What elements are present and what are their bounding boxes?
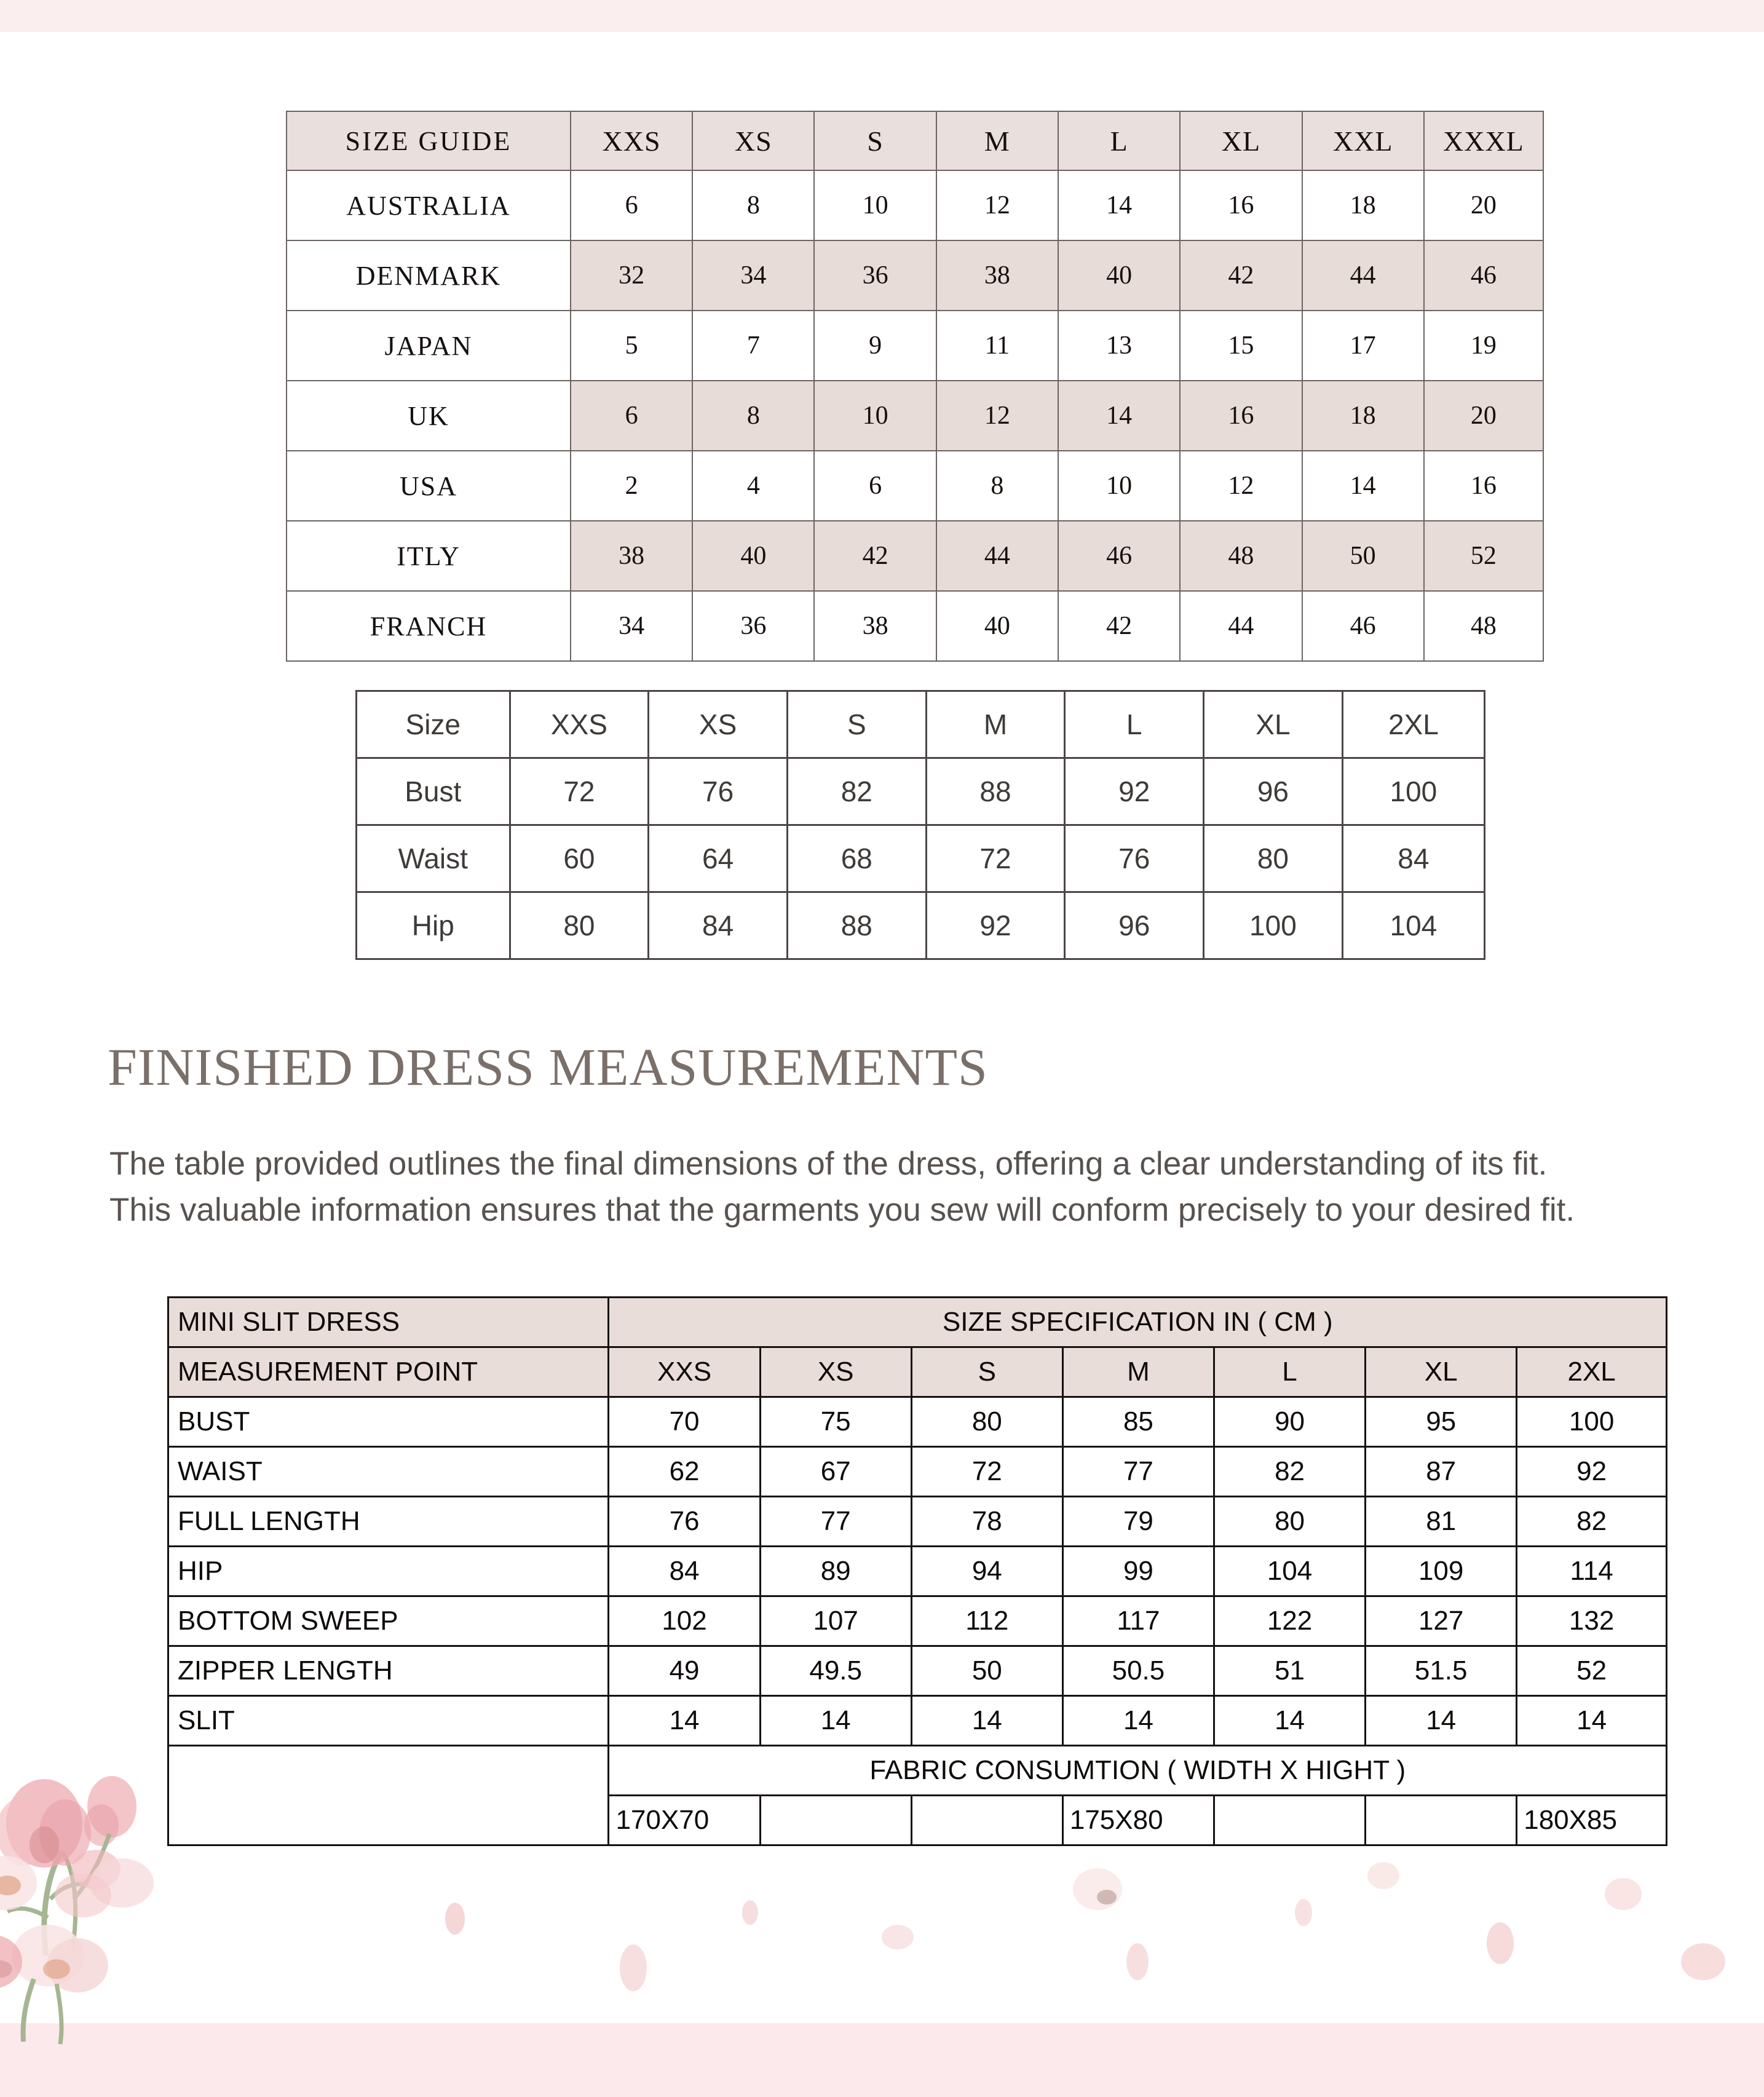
table-row bbox=[168, 1596, 1667, 1646]
table-row bbox=[287, 521, 1543, 591]
table-row bbox=[357, 892, 1485, 959]
body-measure-row-label-hip: Hip bbox=[357, 892, 510, 959]
fabric-value-2xl: 180X85 bbox=[1517, 1796, 1667, 1845]
cell: 6 bbox=[571, 170, 692, 240]
cell: 38 bbox=[571, 521, 692, 591]
cell: 20 bbox=[1424, 381, 1543, 451]
scattered-petals-decoration bbox=[344, 1839, 1758, 2042]
finished-dress-measurements-table bbox=[167, 1296, 1667, 1846]
cell: 10 bbox=[814, 381, 936, 451]
cell: 7 bbox=[692, 311, 814, 381]
cell: 49.5 bbox=[760, 1646, 911, 1696]
cell: 80 bbox=[510, 892, 649, 959]
cell: 96 bbox=[1204, 758, 1343, 825]
table-row bbox=[168, 1497, 1667, 1547]
cell: 77 bbox=[760, 1497, 911, 1547]
cell: 88 bbox=[926, 758, 1065, 825]
cell: 122 bbox=[1214, 1596, 1365, 1646]
table-row bbox=[287, 381, 1543, 451]
cell: 5 bbox=[571, 311, 692, 381]
cell: 79 bbox=[1062, 1497, 1214, 1547]
cell: 51.5 bbox=[1366, 1646, 1517, 1696]
cell: 92 bbox=[1065, 758, 1204, 825]
cell: 94 bbox=[911, 1547, 1062, 1596]
cell: 14 bbox=[1366, 1696, 1517, 1746]
size-guide-corner-label: SIZE GUIDE bbox=[287, 111, 571, 170]
size-guide-col-l: L bbox=[1058, 111, 1180, 170]
cell: 102 bbox=[609, 1596, 760, 1646]
cell: 40 bbox=[692, 521, 814, 591]
cell: 40 bbox=[1058, 240, 1180, 311]
top-pink-band bbox=[0, 0, 1764, 32]
cell: 92 bbox=[1517, 1447, 1667, 1497]
table-row bbox=[168, 1397, 1667, 1447]
cell: 50 bbox=[1302, 521, 1424, 591]
cell: 12 bbox=[936, 170, 1058, 240]
international-size-guide-table bbox=[286, 111, 1544, 662]
bottom-pink-band bbox=[0, 2023, 1764, 2097]
table-row bbox=[287, 170, 1543, 240]
cell: 81 bbox=[1366, 1497, 1517, 1547]
cell: 32 bbox=[571, 240, 692, 311]
cell: 12 bbox=[936, 381, 1058, 451]
cell: 16 bbox=[1424, 451, 1543, 521]
cell: 112 bbox=[911, 1596, 1062, 1646]
cell: 14 bbox=[1302, 451, 1424, 521]
cell: 46 bbox=[1058, 521, 1180, 591]
size-guide-col-xxs: XXS bbox=[571, 111, 692, 170]
cell: 51 bbox=[1214, 1646, 1365, 1696]
cell: 76 bbox=[649, 758, 788, 825]
cell: 13 bbox=[1058, 311, 1180, 381]
cell: 8 bbox=[692, 170, 814, 240]
finished-row-label-waist: WAIST bbox=[168, 1447, 609, 1497]
cell: 44 bbox=[1302, 240, 1424, 311]
cell: 82 bbox=[787, 758, 926, 825]
fabric-value-xs bbox=[760, 1796, 911, 1845]
size-guide-col-xxxl: XXXL bbox=[1424, 111, 1543, 170]
table-row bbox=[287, 451, 1543, 521]
body-measure-row-label-bust: Bust bbox=[357, 758, 510, 825]
cell: 90 bbox=[1214, 1397, 1365, 1447]
cell: 14 bbox=[1517, 1696, 1667, 1746]
cell: 76 bbox=[609, 1497, 760, 1547]
cell: 84 bbox=[1342, 825, 1484, 892]
cell: 42 bbox=[814, 521, 936, 591]
body-measure-col-xl: XL bbox=[1204, 691, 1343, 758]
body-measure-col-l: L bbox=[1065, 691, 1204, 758]
size-guide-col-xxl: XXL bbox=[1302, 111, 1424, 170]
cell: 48 bbox=[1424, 591, 1543, 661]
cell: 36 bbox=[814, 240, 936, 311]
cell: 44 bbox=[936, 521, 1058, 591]
finished-row-label-bust: BUST bbox=[168, 1397, 609, 1447]
table-row bbox=[287, 311, 1543, 381]
body-measure-col-s: S bbox=[787, 691, 926, 758]
cell: 104 bbox=[1342, 892, 1484, 959]
measurement-point-label: MEASUREMENT POINT bbox=[168, 1347, 609, 1397]
cell: 14 bbox=[1058, 170, 1180, 240]
table-row bbox=[287, 591, 1543, 661]
cell: 8 bbox=[692, 381, 814, 451]
size-guide-row-label-denmark: DENMARK bbox=[287, 240, 571, 311]
fabric-value-s bbox=[911, 1796, 1062, 1845]
cell: 8 bbox=[936, 451, 1058, 521]
cell: 52 bbox=[1517, 1646, 1667, 1696]
table-row bbox=[287, 240, 1543, 311]
finished-col-m: M bbox=[1062, 1347, 1214, 1397]
cell: 84 bbox=[609, 1547, 760, 1596]
body-measure-col-xxs: XXS bbox=[510, 691, 649, 758]
size-guide-row-label-japan: JAPAN bbox=[287, 311, 571, 381]
cell: 12 bbox=[1180, 451, 1302, 521]
cell: 14 bbox=[1214, 1696, 1365, 1746]
cell: 4 bbox=[692, 451, 814, 521]
cell: 46 bbox=[1424, 240, 1543, 311]
intro-paragraph bbox=[109, 1141, 1720, 1234]
cell: 42 bbox=[1180, 240, 1302, 311]
cell: 19 bbox=[1424, 311, 1543, 381]
cell: 18 bbox=[1302, 381, 1424, 451]
body-measure-col-xs: XS bbox=[649, 691, 788, 758]
cell: 38 bbox=[814, 591, 936, 661]
body-measure-corner-label: Size bbox=[357, 691, 510, 758]
finished-col-xs: XS bbox=[760, 1347, 911, 1397]
body-measure-col-2xl: 2XL bbox=[1342, 691, 1484, 758]
fabric-value-xxs: 170X70 bbox=[609, 1796, 760, 1845]
size-guide-col-m: M bbox=[936, 111, 1058, 170]
cell: 50 bbox=[911, 1646, 1062, 1696]
finished-col-2xl: 2XL bbox=[1517, 1347, 1667, 1397]
fabric-consumption-row bbox=[168, 1746, 1667, 1796]
cell: 82 bbox=[1214, 1447, 1365, 1497]
body-measure-header-row bbox=[357, 691, 1485, 758]
cell: 2 bbox=[571, 451, 692, 521]
cell: 14 bbox=[1062, 1696, 1214, 1746]
body-measure-row-label-waist: Waist bbox=[357, 825, 510, 892]
intro-paragraph-line-2: This valuable information ensures that the garments you sew will conform precisely to your desired fit. bbox=[109, 1192, 1575, 1229]
cell: 96 bbox=[1065, 892, 1204, 959]
cell: 85 bbox=[1062, 1397, 1214, 1447]
cell: 34 bbox=[571, 591, 692, 661]
cell: 80 bbox=[1204, 825, 1343, 892]
cell: 50.5 bbox=[1062, 1646, 1214, 1696]
fabric-value-xl bbox=[1366, 1796, 1517, 1845]
cell: 109 bbox=[1366, 1547, 1517, 1596]
table-row bbox=[357, 758, 1485, 825]
cell: 67 bbox=[760, 1447, 911, 1497]
cell: 89 bbox=[760, 1547, 911, 1596]
cell: 16 bbox=[1180, 381, 1302, 451]
finished-row-label-zipper-length: ZIPPER LENGTH bbox=[168, 1646, 609, 1696]
cell: 82 bbox=[1517, 1497, 1667, 1547]
finished-col-s: S bbox=[911, 1347, 1062, 1397]
size-guide-row-label-usa: USA bbox=[287, 451, 571, 521]
cell: 36 bbox=[692, 591, 814, 661]
cell: 46 bbox=[1302, 591, 1424, 661]
cell: 16 bbox=[1180, 170, 1302, 240]
cell: 88 bbox=[787, 892, 926, 959]
body-measure-col-m: M bbox=[926, 691, 1065, 758]
cell: 10 bbox=[1058, 451, 1180, 521]
fabric-consumption-title: FABRIC CONSUMTION ( WIDTH X HIGHT ) bbox=[609, 1746, 1667, 1796]
cell: 11 bbox=[936, 311, 1058, 381]
size-guide-header-row bbox=[287, 111, 1543, 170]
size-guide-row-label-australia: AUSTRALIA bbox=[287, 170, 571, 240]
cell: 84 bbox=[649, 892, 788, 959]
cell: 9 bbox=[814, 311, 936, 381]
cell: 40 bbox=[936, 591, 1058, 661]
cell: 72 bbox=[926, 825, 1065, 892]
cell: 42 bbox=[1058, 591, 1180, 661]
cell: 64 bbox=[649, 825, 788, 892]
cell: 14 bbox=[911, 1696, 1062, 1746]
finished-col-l: L bbox=[1214, 1347, 1365, 1397]
cell: 80 bbox=[911, 1397, 1062, 1447]
size-guide-row-label-uk: UK bbox=[287, 381, 571, 451]
cell: 14 bbox=[760, 1696, 911, 1746]
cell: 87 bbox=[1366, 1447, 1517, 1497]
cell: 17 bbox=[1302, 311, 1424, 381]
cell: 20 bbox=[1424, 170, 1543, 240]
table-row bbox=[357, 825, 1485, 892]
finished-row-label-slit: SLIT bbox=[168, 1696, 609, 1746]
finished-col-xl: XL bbox=[1366, 1347, 1517, 1397]
cell: 114 bbox=[1517, 1547, 1667, 1596]
fabric-value-l bbox=[1214, 1796, 1365, 1845]
cell: 100 bbox=[1204, 892, 1343, 959]
cell: 14 bbox=[1058, 381, 1180, 451]
cell: 78 bbox=[911, 1497, 1062, 1547]
cell: 70 bbox=[609, 1397, 760, 1447]
cell: 75 bbox=[760, 1397, 911, 1447]
cell: 77 bbox=[1062, 1447, 1214, 1497]
cell: 99 bbox=[1062, 1547, 1214, 1596]
finished-row-label-full-length: FULL LENGTH bbox=[168, 1497, 609, 1547]
cell: 132 bbox=[1517, 1596, 1667, 1646]
cell: 18 bbox=[1302, 170, 1424, 240]
table-row bbox=[168, 1696, 1667, 1746]
cell: 80 bbox=[1214, 1497, 1365, 1547]
size-guide-row-label-italy: ITLY bbox=[287, 521, 571, 591]
cell: 76 bbox=[1065, 825, 1204, 892]
body-measurement-table bbox=[355, 690, 1485, 960]
cell: 15 bbox=[1180, 311, 1302, 381]
size-guide-col-xs: XS bbox=[692, 111, 814, 170]
intro-paragraph-line-1: The table provided outlines the final dimensions of the dress, offering a clear understanding of its fit. bbox=[109, 1146, 1548, 1182]
cell: 38 bbox=[936, 240, 1058, 311]
cell: 117 bbox=[1062, 1596, 1214, 1646]
cell: 72 bbox=[911, 1447, 1062, 1497]
cell: 52 bbox=[1424, 521, 1543, 591]
table-row bbox=[168, 1547, 1667, 1596]
cell: 62 bbox=[609, 1447, 760, 1497]
cell: 100 bbox=[1342, 758, 1484, 825]
cell: 127 bbox=[1366, 1596, 1517, 1646]
size-guide-col-xl: XL bbox=[1180, 111, 1302, 170]
finished-col-xxs: XXS bbox=[609, 1347, 760, 1397]
finished-title-row bbox=[168, 1298, 1667, 1347]
cell: 72 bbox=[510, 758, 649, 825]
fabric-value-m: 175X80 bbox=[1062, 1796, 1214, 1845]
cell: 6 bbox=[571, 381, 692, 451]
cell: 34 bbox=[692, 240, 814, 311]
cell: 92 bbox=[926, 892, 1065, 959]
size-guide-col-s: S bbox=[814, 111, 936, 170]
cell: 107 bbox=[760, 1596, 911, 1646]
size-guide-row-label-france: FRANCH bbox=[287, 591, 571, 661]
cell: 68 bbox=[787, 825, 926, 892]
cell: 6 bbox=[814, 451, 936, 521]
product-name: MINI SLIT DRESS bbox=[168, 1298, 609, 1347]
cell: 100 bbox=[1517, 1397, 1667, 1447]
table-row bbox=[168, 1447, 1667, 1497]
size-specification-title: SIZE SPECIFICATION IN ( CM ) bbox=[609, 1298, 1667, 1347]
cell: 49 bbox=[609, 1646, 760, 1696]
cell: 48 bbox=[1180, 521, 1302, 591]
cell: 104 bbox=[1214, 1547, 1365, 1596]
cell: 44 bbox=[1180, 591, 1302, 661]
cell: 95 bbox=[1366, 1397, 1517, 1447]
finished-row-label-bottom-sweep: BOTTOM SWEEP bbox=[168, 1596, 609, 1646]
fabric-label-empty-cell bbox=[168, 1746, 609, 1845]
cell: 60 bbox=[510, 825, 649, 892]
cell: 10 bbox=[814, 170, 936, 240]
cell: 14 bbox=[609, 1696, 760, 1746]
table-row bbox=[168, 1646, 1667, 1696]
page-title: FINISHED DRESS MEASUREMENTS bbox=[108, 1037, 988, 1096]
finished-row-label-hip: HIP bbox=[168, 1547, 609, 1596]
finished-header-row bbox=[168, 1347, 1667, 1397]
